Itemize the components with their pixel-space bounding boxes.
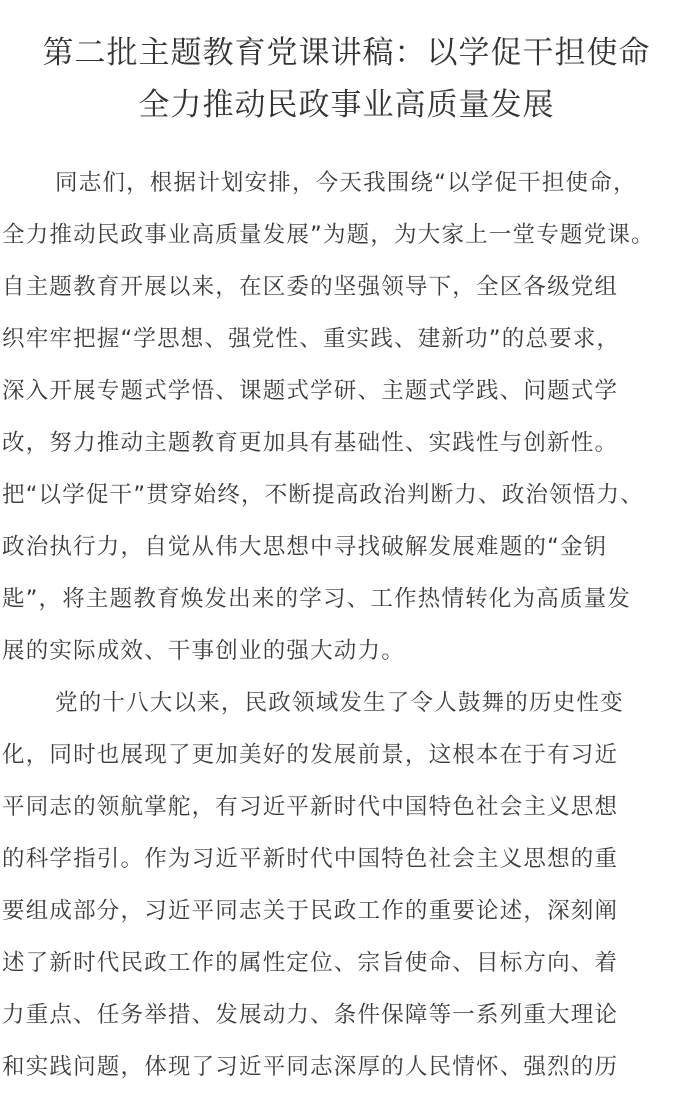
paragraph-line: 深入开展专题式学悟、课题式学研、主题式学践、问题式学 bbox=[2, 378, 619, 404]
paragraph-line: 展的实际成效、干事创业的强大动力。 bbox=[2, 638, 405, 664]
paragraph-line: 和实践问题，体现了习近平同志深厚的人民情怀、强烈的历 bbox=[2, 1054, 619, 1080]
paragraph bbox=[2, 677, 693, 1093]
paragraph-line: 力重点、任务举措、发展动力、条件保障等一系列重大理论 bbox=[2, 1002, 619, 1028]
paragraph-line: 平同志的领航掌舵，有习近平新时代中国特色社会主义思想 bbox=[2, 794, 619, 820]
paragraph-line: 同志们，根据计划安排，今天我围绕“以学促干担使命， bbox=[55, 170, 637, 196]
paragraph-line: 全力推动民政事业高质量发展”为题，为大家上一堂专题党课。 bbox=[2, 222, 655, 248]
article-title bbox=[0, 0, 693, 131]
paragraph bbox=[2, 157, 693, 677]
paragraph-line: 的科学指引。作为习近平新时代中国特色社会主义思想的重 bbox=[2, 846, 619, 872]
article-body bbox=[2, 157, 693, 1093]
paragraph-line: 改，努力推动主题教育更加具有基础性、实践性与创新性。 bbox=[2, 430, 619, 456]
paragraph-line: 匙”，将主题教育焕发出来的学习、工作热情转化为高质量发 bbox=[2, 586, 632, 612]
paragraph-line: 化，同时也展现了更加美好的发展前景，这根本在于有习近 bbox=[2, 742, 619, 768]
paragraph-line: 织牢牢把握“学思想、强党性、重实践、建新功”的总要求， bbox=[2, 326, 621, 352]
paragraph-line: 自主题教育开展以来，在区委的坚强领导下，全区各级党组 bbox=[2, 274, 619, 300]
paragraph-line: 政治执行力，自觉从伟大思想中寻找破解发展难题的“金钥 bbox=[2, 534, 608, 560]
paragraph-line: 党的十八大以来，民政领域发生了令人鼓舞的历史性变 bbox=[55, 690, 624, 716]
paragraph-line: 述了新时代民政工作的属性定位、宗旨使命、目标方向、着 bbox=[2, 950, 619, 976]
title-line: 第二批主题教育党课讲稿：以学促干担使命 bbox=[42, 35, 651, 71]
paragraph-line: 要组成部分，习近平同志关于民政工作的重要论述，深刻阐 bbox=[2, 898, 619, 924]
title-line: 全力推动民政事业高质量发展 bbox=[138, 87, 555, 123]
paragraph-line: 把“以学促干”贯穿始终，不断提高政治判断力、政治领悟力、 bbox=[2, 482, 644, 508]
